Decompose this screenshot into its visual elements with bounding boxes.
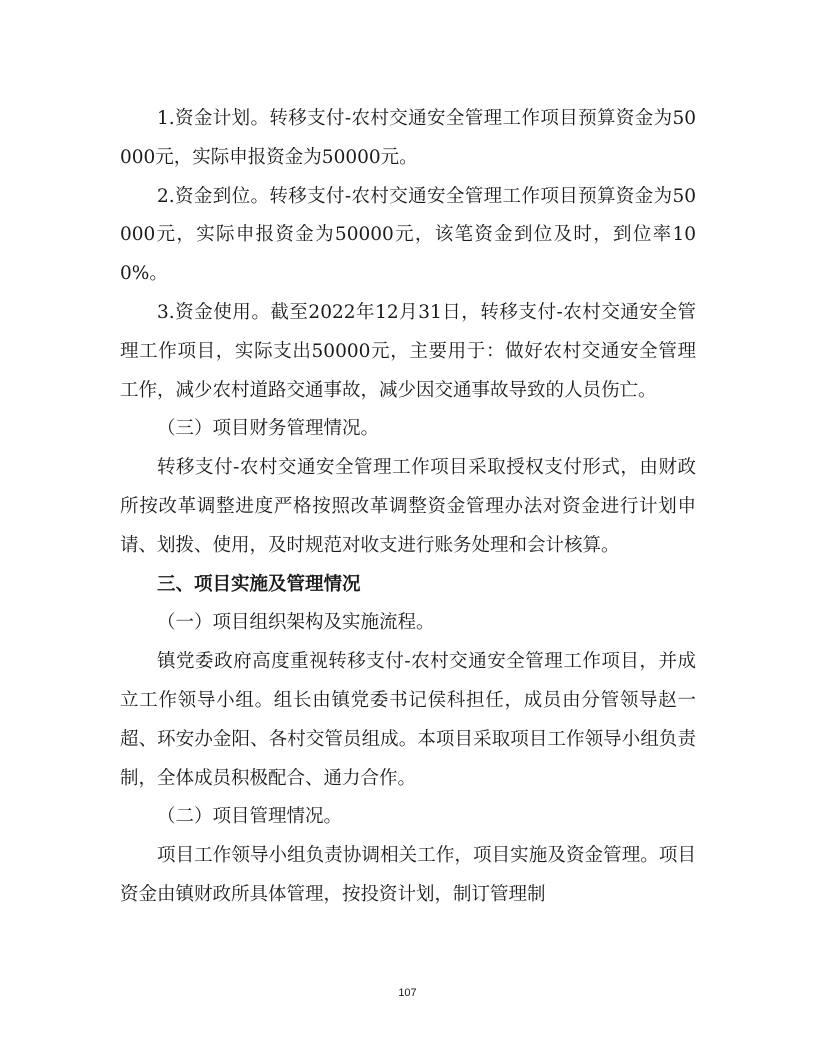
paragraph-project-management: 项目工作领导小组负责协调相关工作，项目实施及资金管理。项目资金由镇财政所具体管理，按投资计划，制订管理制 xyxy=(120,845,696,905)
paragraph-organization: 镇党委政府高度重视转移支付-农村交通安全管理工作项目，并成立工作领导小组。组长由镇党委书记侯科担任，成员由分管领导赵一超、环安办金阳、各村交管员组成。本项目采取项目工作领导小组负责制，全体成员积极配合、通力合作。 xyxy=(120,651,696,789)
subheading-organization: （一）项目组织架构及实施流程。 xyxy=(157,612,435,634)
paragraph-fund-usage: 3.资金使用。截至2022年12月31日，转移支付-农村交通安全管理工作项目，实际支出50000元，主要用于：做好农村交通安全管理工作，减少农村道路交通事故，减少因交通事故导致的人员伤亡。 xyxy=(120,301,696,401)
subheading-financial-management: （三）项目财务管理情况。 xyxy=(157,418,380,440)
section-heading-implementation: 三、项目实施及管理情况 xyxy=(157,573,361,595)
page-number: 107 xyxy=(398,987,417,999)
paragraph-financial-management: 转移支付-农村交通安全管理工作项目采取授权支付形式，由财政所按改革调整进度严格按照改革调整资金管理办法对资金进行计划申请、划拨、使用，及时规范对收支进行账务处理和会计核算。 xyxy=(120,457,696,556)
paragraph-fund-arrival: 2.资金到位。转移支付-农村交通安全管理工作项目预算资金为50000元，实际申报资金为50000元，该笔资金到位及时，到位率100%。 xyxy=(120,185,696,285)
document-body xyxy=(120,100,696,915)
subheading-project-management: （二）项目管理情况。 xyxy=(157,806,343,828)
paragraph-fund-plan: 1.资金计划。转移支付-农村交通安全管理工作项目预算资金为50000元，实际申报资金为50000元。 xyxy=(120,108,696,168)
